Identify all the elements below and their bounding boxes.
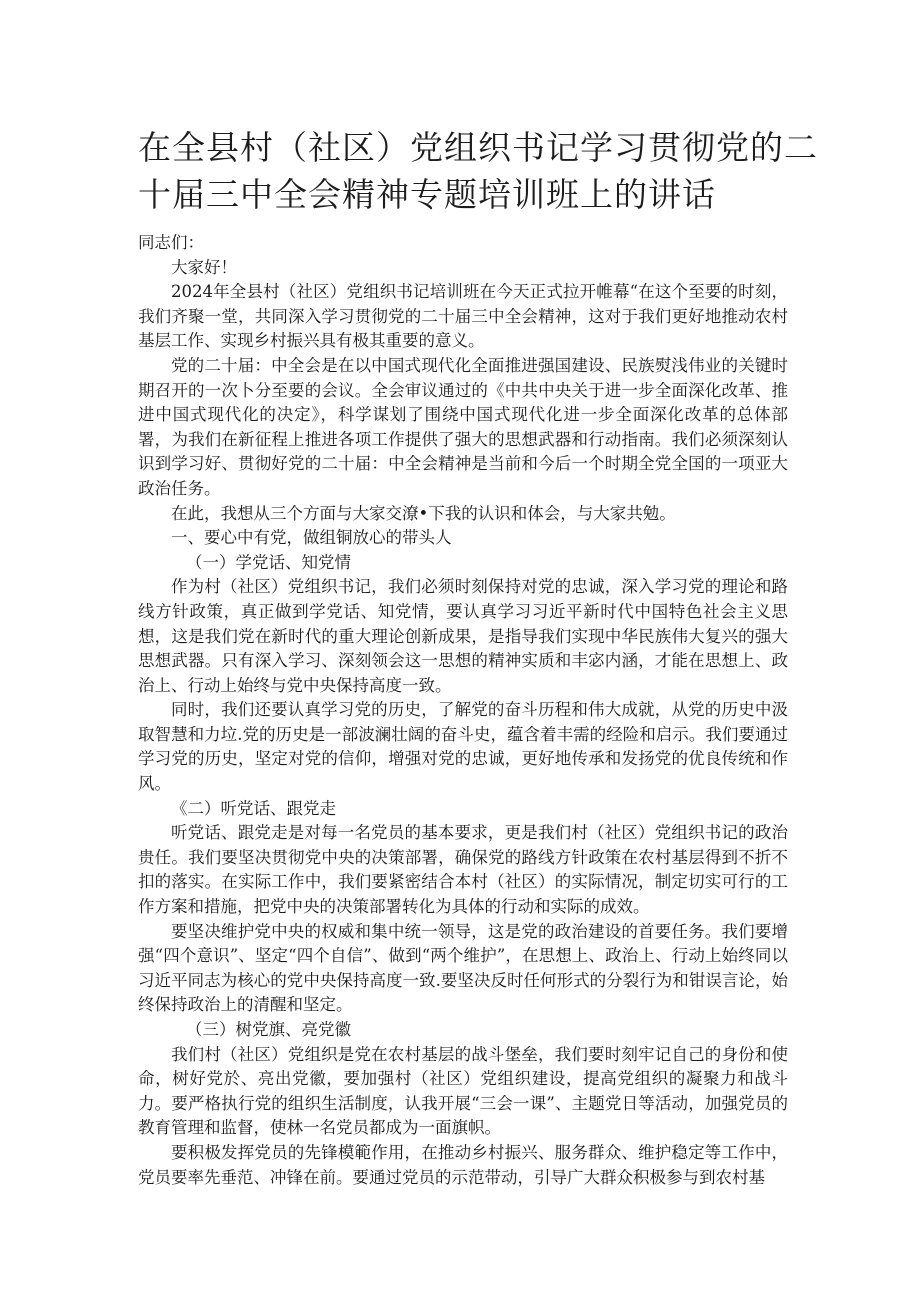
paragraph: 听党话、跟党走是对每一名党员的基本要求，更是我们村（社区）党组织书记的政治贵任。我们要坚决贯彻党中央的决策部署，确保党的路线方针政策在农村基层得到不折不扣的落实。在实际工作中，我们要紧密结合本村（社区）的实际情况，制定切实可行的工作方案和措施，把党中央的决策部署转化为具体的行动和实际的成效。: [138, 823, 788, 917]
paragraph: 2024年全县村（社区）党组织书记培训班在今天正式拉开帷幕“在这个至要的时刻，我们齐聚一堂，共同深入学习贯彻党的二十届三中全会精神，这对于我们更好地推动农村基层工作、实现乡村振兴具有极其重要的意义。: [138, 282, 788, 351]
paragraph: 要积极发挥党员的先锋模範作用，在推动乡村振兴、服务群众、维护稳定等工作中，党员要率先垂范、冲锋在前。要通过党员的示范带动，引导广大群众积极参与到农村基: [138, 1142, 788, 1187]
paragraph: 要坚决维护党中央的权威和集中统一领导，这是党的政治建设的首要任务。我们要增强“四个意识”、坚定“四个自信”、做到“两个维护”，在思想上、政治上、行动上始终同以习近平同志为核心的党中央保持高度一致.要坚决反时任何形式的分裂行为和钳误言论，始终保持政治上的清醒和坚定。: [138, 921, 788, 1015]
document-body: [138, 231, 788, 1190]
paragraph: 党的二十届：中全会是在以中国式现代化全面推进强国建设、民族熨浅伟业的关键时期召开的一次卜分至要的会议。全会审议通过的《中共中央关于进一步全面深化改革、推进中国式现代化的决定》，科学谋划了围绕中国式现代化进一步全面深化改革的总体部署，为我们在新征程上推进各项工作提供了强大的思想武器和行动指南。我们必须深刻认识到学习好、贯彻好党的二十届：中全会精神是当前和今后一个时期全党全国的一项亚大政治任务。: [138, 355, 788, 498]
page-title: 在全县村（社区）党组织书记学习贯彻党的二十届三中全会精神专题培训班上的讲话: [138, 128, 818, 214]
paragraph: 在此，我想从三个方面与大家交潦•下我的认识和体会，与大家共勉。: [171, 503, 676, 523]
subsection-heading: （一）学党话、知党情: [186, 552, 351, 572]
subsection-heading: （三）树党旗、亮党徽: [186, 1020, 351, 1039]
greeting: 大家好！: [171, 257, 237, 277]
salutation: 同志们：: [138, 233, 204, 252]
paragraph: 作为村（社区）党组织书记，我们必须时刻保持对党的忠诚，深入学习党的理论和路线方针政策，真正做到学党话、知党情，要认真学习习近平新时代中国特色社会主义思想，这是我们党在新时代的重大理论创新成果，是指导我们实现中华民族伟大复兴的强大思想武器。只有深入学习、深刻领会这一思想的精神实质和丰宓内涵，才能在思想上、政治上、行动上始终与党中央保持高度一致。: [138, 577, 788, 695]
paragraph: 同时，我们还要认真学习党的历史，了解党的奋斗历程和伟大成就，从党的历史中汲取智慧和力垃.党的历史是一部波澜壮阔的奋斗史，蕴含着丰需的经险和启示。我们要通过学习党的历史，坚定对党的信仰，增强对党的忠诚，更好地传承和发扬党的优良传统和作风。: [138, 700, 788, 794]
paragraph: 我们村（社区）党组织是党在农村基层的战斗堡垒，我们要时刻牢记自己的身份和使命，树好党於、亮出党徽，要加强村（社区）党组织建设，提高党组织的凝聚力和战斗力。要严格执行党的组织生活制度，认我开展“三会一课”、主题党日等活动，加强党员的教育管理和监督，使林一名党员都成为一面旗帜。: [138, 1044, 788, 1138]
section-heading: 一、要心中有党，做组铜放心的带头人: [171, 528, 452, 548]
subsection-heading: 《二）听党话、跟党走: [171, 798, 336, 818]
